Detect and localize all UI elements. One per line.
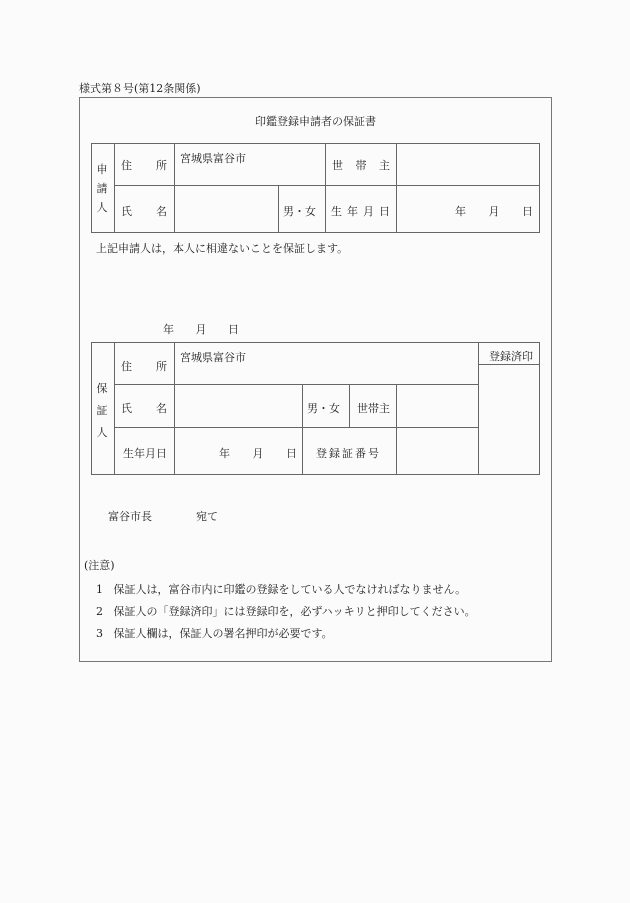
- applicant-address-label: 住 所: [121, 159, 167, 172]
- notes-heading: (注意): [84, 559, 115, 572]
- stamp-area[interactable]: [479, 365, 539, 474]
- date-line[interactable]: 年 月 日: [163, 323, 239, 336]
- document-title: 印鑑登録申請者の保証書: [255, 115, 376, 128]
- note-item: 2 保証人の「登録済印」には登録印を，必ずハッキリと押印してください。: [96, 605, 476, 618]
- applicant-birthdate-label: 生 年 月 日: [331, 205, 390, 218]
- addressee-suffix: 宛て: [196, 510, 218, 523]
- guarantor-householder-label: 世帯主: [357, 402, 390, 415]
- guarantee-statement: 上記申請人は，本人に相違ないことを保証します。: [96, 242, 349, 255]
- addressee-name: 富谷市長: [108, 510, 152, 523]
- guarantor-name-field[interactable]: [175, 385, 302, 427]
- applicant-name-field[interactable]: [175, 186, 278, 232]
- note-item: 1 保証人は，富谷市内に印鑑の登録をしている人でなければなりません。: [96, 583, 467, 596]
- applicant-sex-select[interactable]: 男・女: [283, 205, 316, 218]
- applicant-name-label: 氏 名: [121, 205, 167, 218]
- guarantor-birthdate-label: 生年月日: [123, 447, 167, 460]
- guarantor-reg-number-field[interactable]: [397, 428, 478, 474]
- guarantor-birthdate-field[interactable]: 年 月 日: [219, 447, 297, 460]
- guarantor-reg-number-label: 登録証番号: [316, 447, 381, 460]
- applicant-side-label: 申 請 人: [96, 163, 108, 214]
- guarantor-name-label: 氏 名: [121, 402, 167, 415]
- guarantor-householder-field[interactable]: [397, 385, 478, 427]
- guarantor-side-label: 保 証 人: [96, 382, 108, 439]
- applicant-householder-label: 世 帯 主: [332, 159, 390, 172]
- applicant-householder-field[interactable]: [397, 144, 539, 185]
- applicant-birthdate-field[interactable]: 年 月 日: [455, 205, 533, 218]
- guarantor-address-label: 住 所: [121, 360, 167, 373]
- guarantor-sex-select[interactable]: 男・女: [307, 402, 340, 415]
- applicant-address-field[interactable]: 宮城県富谷市: [180, 152, 246, 165]
- stamp-label: 登録済印: [489, 350, 533, 363]
- form-number: 様式第８号(第12条関係): [79, 82, 201, 95]
- note-item: 3 保証人欄は，保証人の署名押印が必要です。: [96, 627, 333, 640]
- guarantor-address-field[interactable]: 宮城県富谷市: [180, 351, 246, 364]
